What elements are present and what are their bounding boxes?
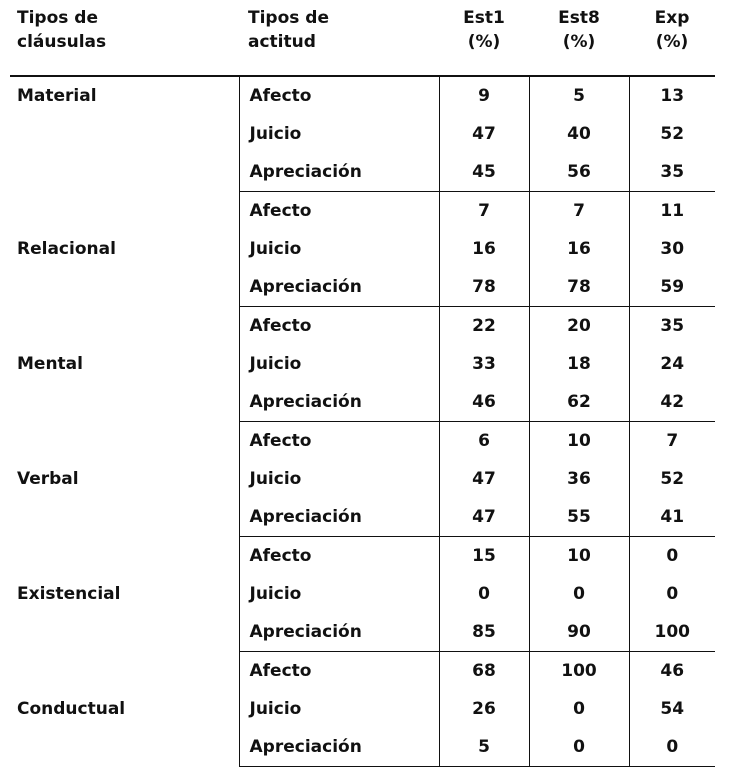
header-exp-line2: (%) bbox=[655, 32, 689, 52]
attitude-type-cell: Afecto bbox=[239, 76, 439, 115]
est1-value-cell: 46 bbox=[439, 383, 529, 422]
est8-value-cell: 0 bbox=[529, 728, 629, 767]
exp-value-cell: 7 bbox=[629, 422, 715, 461]
est1-value-cell: 68 bbox=[439, 652, 529, 691]
attitude-type-cell: Afecto bbox=[239, 307, 439, 346]
exp-value-cell: 52 bbox=[629, 460, 715, 498]
exp-value-cell: 54 bbox=[629, 690, 715, 728]
est1-value-cell: 9 bbox=[439, 76, 529, 115]
attitude-type-cell: Apreciación bbox=[239, 383, 439, 422]
est8-value-cell: 40 bbox=[529, 115, 629, 153]
header-exp bbox=[629, 0, 715, 76]
table-row bbox=[10, 422, 715, 461]
attitude-type-cell: Juicio bbox=[239, 230, 439, 268]
est8-value-cell: 36 bbox=[529, 460, 629, 498]
exp-value-cell: 100 bbox=[629, 613, 715, 652]
exp-value-cell: 42 bbox=[629, 383, 715, 422]
header-est1 bbox=[439, 0, 529, 76]
exp-value-cell: 41 bbox=[629, 498, 715, 537]
header-clause-types bbox=[10, 0, 239, 76]
est8-value-cell: 10 bbox=[529, 422, 629, 461]
attitude-type-cell: Juicio bbox=[239, 575, 439, 613]
est1-value-cell: 0 bbox=[439, 575, 529, 613]
exp-value-cell: 30 bbox=[629, 230, 715, 268]
est1-value-cell: 47 bbox=[439, 460, 529, 498]
est8-value-cell: 7 bbox=[529, 192, 629, 231]
exp-value-cell: 52 bbox=[629, 115, 715, 153]
est8-value-cell: 10 bbox=[529, 537, 629, 576]
est1-value-cell: 26 bbox=[439, 690, 529, 728]
est8-value-cell: 55 bbox=[529, 498, 629, 537]
attitude-type-cell: Juicio bbox=[239, 690, 439, 728]
exp-value-cell: 13 bbox=[629, 76, 715, 115]
attitude-type-cell: Apreciación bbox=[239, 153, 439, 192]
clause-type-cell: Material bbox=[17, 86, 97, 106]
est8-value-cell: 90 bbox=[529, 613, 629, 652]
exp-value-cell: 0 bbox=[629, 575, 715, 613]
est8-value-cell: 20 bbox=[529, 307, 629, 346]
est8-value-cell: 78 bbox=[529, 268, 629, 307]
est1-value-cell: 7 bbox=[439, 192, 529, 231]
attitude-type-cell: Apreciación bbox=[239, 498, 439, 537]
exp-value-cell: 59 bbox=[629, 268, 715, 307]
attitude-type-cell: Apreciación bbox=[239, 728, 439, 767]
est1-value-cell: 33 bbox=[439, 345, 529, 383]
attitude-type-cell: Afecto bbox=[239, 537, 439, 576]
est1-value-cell: 22 bbox=[439, 307, 529, 346]
clause-type-cell: Existencial bbox=[17, 584, 121, 604]
attitude-type-cell: Apreciación bbox=[239, 268, 439, 307]
header-est8 bbox=[529, 0, 629, 76]
exp-value-cell: 46 bbox=[629, 652, 715, 691]
est1-value-cell: 16 bbox=[439, 230, 529, 268]
exp-value-cell: 11 bbox=[629, 192, 715, 231]
table-row bbox=[10, 76, 715, 115]
table-row bbox=[10, 307, 715, 346]
est8-value-cell: 62 bbox=[529, 383, 629, 422]
clause-type-cell: Verbal bbox=[17, 469, 79, 489]
header-est8-line1: Est8 bbox=[558, 8, 600, 28]
table-body bbox=[10, 76, 715, 767]
header-row bbox=[10, 0, 715, 76]
header-attitude-line2: actitud bbox=[248, 32, 316, 52]
exp-value-cell: 0 bbox=[629, 728, 715, 767]
attitude-type-cell: Juicio bbox=[239, 460, 439, 498]
header-exp-line1: Exp bbox=[654, 8, 690, 28]
attitude-type-cell: Apreciación bbox=[239, 613, 439, 652]
attitude-type-cell: Afecto bbox=[239, 192, 439, 231]
exp-value-cell: 35 bbox=[629, 307, 715, 346]
attitude-type-cell: Juicio bbox=[239, 115, 439, 153]
est8-value-cell: 0 bbox=[529, 690, 629, 728]
table-row bbox=[10, 652, 715, 691]
header-clause-line1: Tipos de bbox=[17, 8, 99, 28]
est1-value-cell: 45 bbox=[439, 153, 529, 192]
est1-value-cell: 5 bbox=[439, 728, 529, 767]
est1-value-cell: 6 bbox=[439, 422, 529, 461]
est8-value-cell: 16 bbox=[529, 230, 629, 268]
attitude-by-clause-table bbox=[10, 0, 715, 767]
header-est1-line2: (%) bbox=[467, 32, 501, 52]
attitude-type-cell: Juicio bbox=[239, 345, 439, 383]
attitude-type-cell: Afecto bbox=[239, 652, 439, 691]
attitude-type-cell: Afecto bbox=[239, 422, 439, 461]
header-attitude-types bbox=[239, 0, 439, 76]
est8-value-cell: 5 bbox=[529, 76, 629, 115]
clause-type-cell: Conductual bbox=[17, 699, 126, 719]
est1-value-cell: 85 bbox=[439, 613, 529, 652]
table-row bbox=[10, 192, 715, 231]
est1-value-cell: 47 bbox=[439, 115, 529, 153]
header-clause-line2: cláusulas bbox=[17, 32, 107, 52]
clause-type-cell: Mental bbox=[17, 354, 83, 374]
est1-value-cell: 15 bbox=[439, 537, 529, 576]
est8-value-cell: 56 bbox=[529, 153, 629, 192]
exp-value-cell: 24 bbox=[629, 345, 715, 383]
header-est1-line1: Est1 bbox=[463, 8, 505, 28]
est1-value-cell: 47 bbox=[439, 498, 529, 537]
est8-value-cell: 100 bbox=[529, 652, 629, 691]
clause-type-cell: Relacional bbox=[17, 239, 116, 259]
est8-value-cell: 0 bbox=[529, 575, 629, 613]
est1-value-cell: 78 bbox=[439, 268, 529, 307]
table-header bbox=[10, 0, 715, 76]
est8-value-cell: 18 bbox=[529, 345, 629, 383]
header-attitude-line1: Tipos de bbox=[248, 8, 330, 28]
exp-value-cell: 0 bbox=[629, 537, 715, 576]
exp-value-cell: 35 bbox=[629, 153, 715, 192]
table-row bbox=[10, 537, 715, 576]
header-est8-line2: (%) bbox=[562, 32, 596, 52]
